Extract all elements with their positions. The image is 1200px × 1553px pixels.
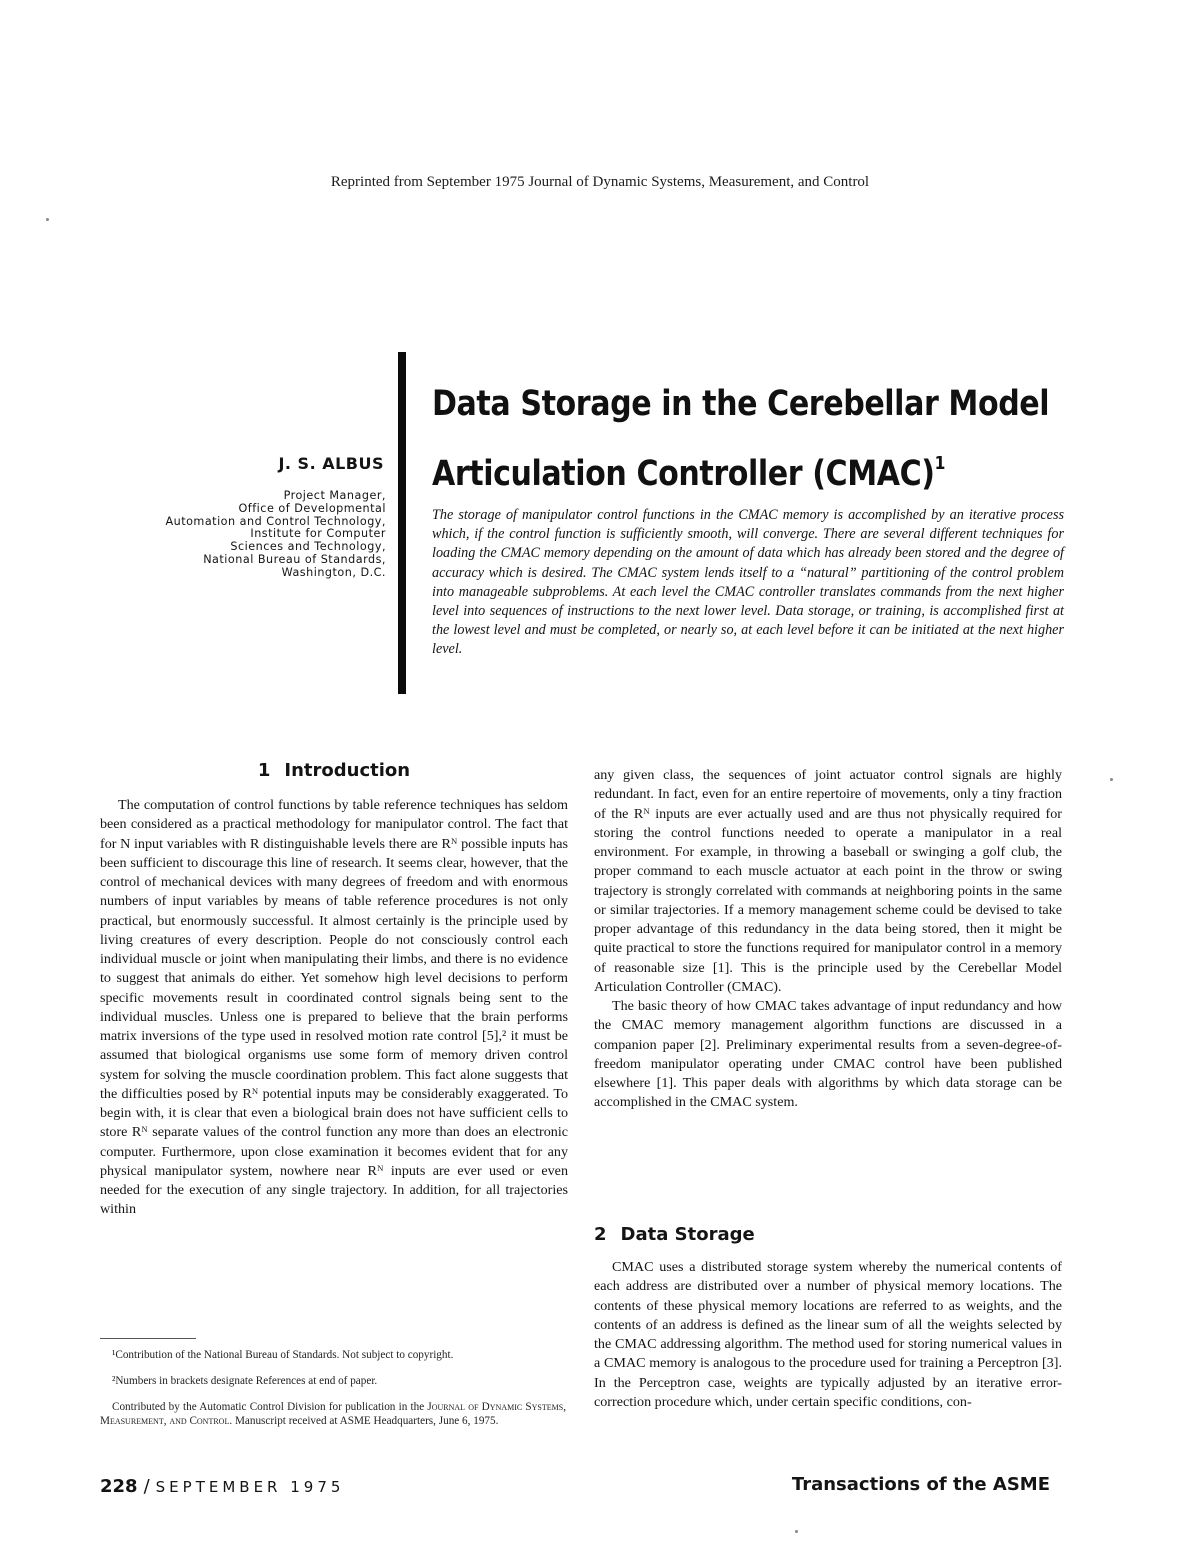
section-number: 2 [594, 1224, 607, 1245]
affiliation-line: Institute for Computer [250, 527, 386, 541]
scan-speck [46, 218, 49, 221]
data-storage-paragraph: CMAC uses a distributed storage system whereby the numerical contents of each address are distributed over a number of physical memory locations. The contents of these physical memory locations are referred to as weights, and the contents of an address is defined as the linear sum of all the weights selected by the CMAC addressing algorithm. The method used for storing numerical values in a CMAC memory is analogous to the procedure used for training a Perceptron [3]. In the Perceptron case, weights are typically adjusted by an iterative error-correction procedure which, under certain specific conditions, con- [594, 1259, 1062, 1410]
scan-speck [1110, 778, 1113, 781]
title-line-2 [432, 434, 982, 504]
journal-name: Transactions of the ASME [791, 1474, 1050, 1495]
author-affiliation [110, 490, 386, 580]
page-footer-left [100, 1476, 344, 1497]
section-number: 1 [257, 760, 271, 781]
scan-speck [795, 1530, 798, 1533]
footnote-3-suffix: Manuscript received at ASME Headquarters, June 6, 1975. [232, 1415, 499, 1427]
left-column [100, 796, 568, 1220]
title-footnote-mark: 1 [934, 453, 945, 474]
page-number: 228 [100, 1476, 138, 1497]
affiliation-line: Washington, D.C. [281, 565, 386, 579]
footer-separator: / [143, 1476, 150, 1497]
section-title: Data Storage [620, 1224, 755, 1245]
title-line-2-text: Articulation Controller (CMAC) [432, 454, 935, 494]
intro-paragraph-continued: any given class, the sequences of joint actuator control signals are highly redundant. In fact, even for an entire repertoire of movements, only a tiny fraction of the Rᴺ inputs are ever actually used and are thus not physically required for storing the control functions needed to operate a manipulator in a real environment. For example, in throwing a baseball or swinging a golf club, the proper command to each muscle actuator at each point in the throw or swing trajectory is strongly correlated with commands at neighboring points in the same or similar trajectories. If a memory management scheme could be devised to take proper advantage of this redundancy in the data being stored, then it might be quite practical to store the functions required for manipulator control in a memory of reasonable size [1]. This is the principle used by the Cerebellar Model Articulation Controller (CMAC). [594, 767, 1062, 995]
title-rule [398, 352, 406, 694]
affiliation-line: Office of Developmental [238, 501, 386, 515]
reprint-notice: Reprinted from September 1975 Journal of Dynamic Systems, Measurement, and Control [330, 174, 870, 190]
footnote-3-prefix: Contributed by the Automatic Control Division for publication in the [112, 1401, 428, 1413]
intro-paragraph: The computation of control functions by table reference techniques has seldom been considered as a practical methodology for manipulator control. The fact that for N input variables with R distinguishable levels there are Rᴺ possible inputs has been sufficient to discourage this line of research. It seems clear, however, that the control of mechanical devices with many degrees of freedom and with enormous numbers of input variables by means of table reference procedures is not only practical, but enormously successful. It almost certainly is the principle used by living creatures of every description. People do not consciously control each individual muscle or joint when manipulating their limbs, and there is no evidence to suggest that animals do either. Yet somehow high level decisions to perform specific movements result in coordinated control signals being sent to the individual muscles. Unless one is prepared to believe that the brain performs matrix inversions of the type used in resolved motion rate control [5],² it must be assumed that biological organisms use some form of memory driven control system for solving the muscle coordination problem. This fact alone suggests that the difficulties posed by Rᴺ potential inputs may be considerably exaggerated. To begin with, it is clear that even a biological brain does not have sufficient cells to store Rᴺ separate values of the control function any more than does an electronic computer. Furthermore, upon close examination it becomes evident that for any physical manipulator system, nowhere near Rᴺ inputs are ever used or even needed for the execution of any single trajectory. In addition, for all trajectories within [100, 797, 568, 1218]
article-title [432, 374, 1050, 504]
right-column [594, 766, 1062, 1113]
footnote-3 [100, 1400, 566, 1428]
affiliation-line: Automation and Control Technology, [165, 514, 386, 528]
footnote-2: ²Numbers in brackets designate References at end of paper. [112, 1375, 378, 1387]
section-heading-data-storage [594, 1224, 894, 1245]
abstract: The storage of manipulator control functions in the CMAC memory is accomplished by an iterative process which, if the control function is sufficiently smooth, will converge. There are several different techniques for loading the CMAC memory depending on the amount of data which has already been stored and the degree of accuracy which is desired. The CMAC system lends itself to a “natural” partitioning of the control problem into manageable subproblems. At each level the CMAC controller translates commands from the next higher level into sequences of instructions to the next lower level. Data storage, or training, is accomplished first at the lowest level and must be completed, or nearly so, at each level before it can be initiated at the next higher level. [432, 507, 1064, 658]
title-line-1: Data Storage in the Cerebellar Model [432, 384, 1050, 424]
footnotes [100, 1348, 566, 1440]
affiliation-line: Project Manager, [283, 489, 386, 502]
footnote-1: ¹Contribution of the National Bureau of Standards. Not subject to copyright. [112, 1349, 454, 1361]
intro-paragraph: The basic theory of how CMAC takes advantage of input redundancy and how the CMAC memory management algorithm functions are discussed in a companion paper [2]. Preliminary experimental results from a seven-degree-of-freedom manipulator operating under CMAC control have been published elsewhere [1]. This paper deals with algorithms by which data storage can be accomplished in the CMAC system. [594, 998, 1062, 1111]
issue-date: SEPTEMBER 1975 [155, 1478, 345, 1496]
author-name: J. S. ALBUS [278, 454, 384, 473]
affiliation-line: National Bureau of Standards, [203, 552, 386, 566]
data-storage-body [594, 1258, 1062, 1412]
footnote-3-journal: Journal of Dynamic Systems, Measurement, and Control. [100, 1401, 566, 1427]
footnote-divider [100, 1338, 196, 1339]
affiliation-line: Sciences and Technology, [230, 540, 386, 554]
section-title: Introduction [284, 760, 411, 781]
section-heading-introduction [100, 760, 568, 781]
